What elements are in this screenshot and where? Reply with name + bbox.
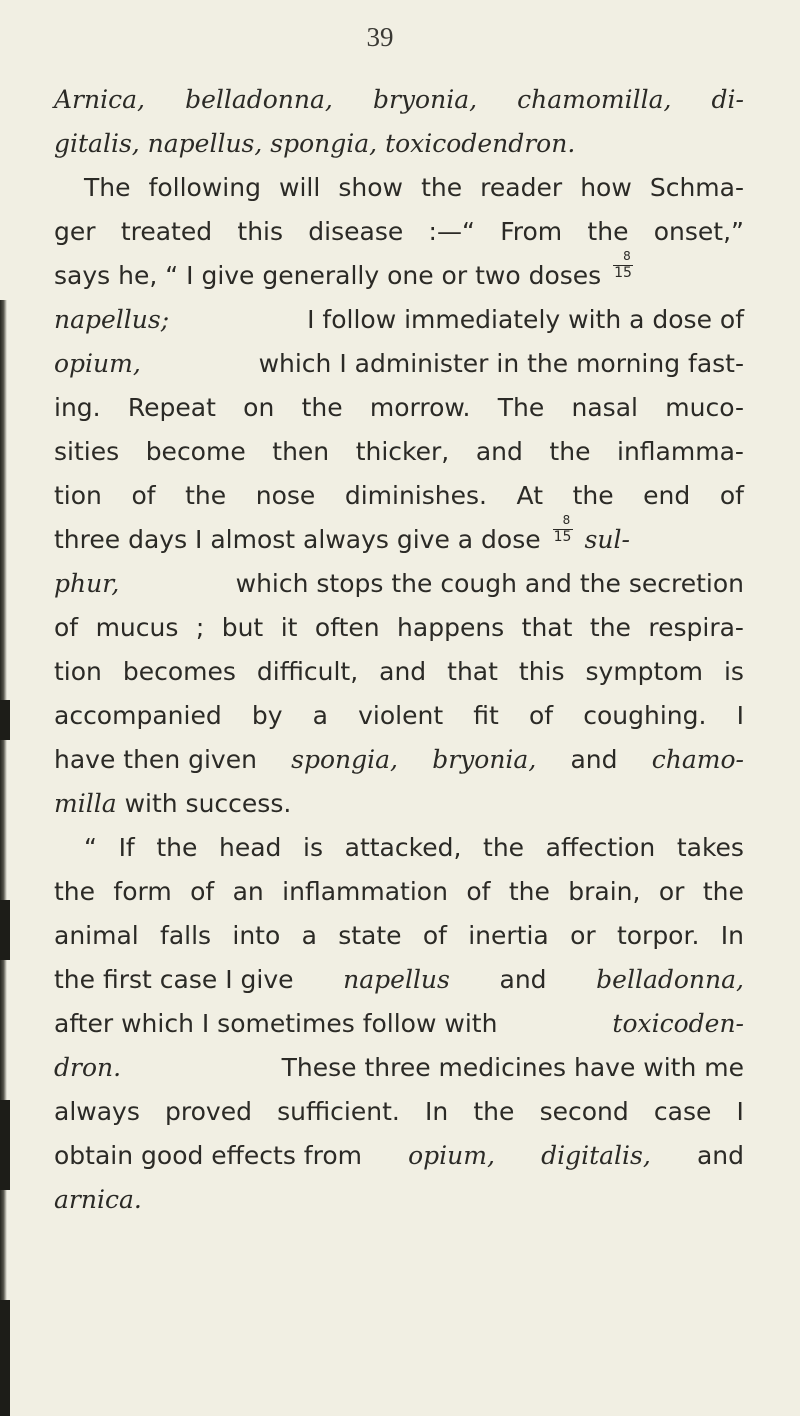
line-segment: the first case I give [54,965,294,994]
word: head [219,833,282,862]
line-segment: spongia, [291,745,398,774]
text-line [54,562,744,606]
text-line [54,430,744,474]
line-segment: toxicoden- [612,1009,744,1038]
word: the [483,833,525,862]
word: end [643,481,691,510]
word: show [338,173,403,202]
word: tion [54,481,102,510]
word: this [237,217,284,246]
text-line [54,958,744,1002]
word: respira- [648,613,744,642]
line-segment: after which I sometimes follow with [54,1009,498,1038]
fraction-denominator: 15 [614,265,632,281]
word: the [301,393,343,422]
line-segment: and [499,965,547,994]
word: will [279,173,321,202]
word: symptom [585,657,703,686]
text-line [54,474,744,518]
text-line [54,870,744,914]
word: the [702,877,744,906]
word: attacked, [344,833,462,862]
word: the [572,481,614,510]
word: and [379,657,427,686]
word: chamomilla, [517,85,672,114]
line-segment: opium, [54,349,141,378]
text-line [54,914,744,958]
word: or [570,921,596,950]
word: always [54,1097,140,1126]
line-segment: milla [54,789,117,818]
word: The [84,173,131,202]
word: proved [165,1097,252,1126]
word: and [475,437,523,466]
word: following [148,173,261,202]
text-line [54,1090,744,1134]
word: the [508,877,550,906]
page-number: 39 [366,22,394,52]
text-line: gitalis, napellus, spongia, toxicodendron. [54,129,576,158]
word: I [736,1097,744,1126]
text-line [54,826,744,870]
word: a [312,701,328,730]
word: the [185,481,227,510]
line-segment: sul- [584,525,630,554]
word: :—“ [428,217,475,246]
dose-fraction [612,249,634,286]
word: difficult, [256,657,359,686]
word: ing. [54,393,101,422]
word: the [473,1097,515,1126]
line-segment: napellus; [54,305,170,334]
text-line [54,249,744,298]
word: diminishes. [344,481,487,510]
word: of [466,877,491,906]
word: the [54,877,96,906]
spine-mark [0,1100,10,1190]
line-segment: and [570,745,618,774]
word: the [549,437,591,466]
word: coughing. [583,701,707,730]
word: thicker, [355,437,450,466]
word: of [719,481,744,510]
text-line [54,78,744,122]
word: an [232,877,264,906]
fraction-numerator: 8 [623,249,631,263]
word: falls [160,921,212,950]
text-line [54,782,744,826]
body-text [54,78,744,1222]
word: form [113,877,172,906]
word: a [301,921,317,950]
text-line [54,342,744,386]
word: of [54,613,79,642]
word: ger [54,217,96,246]
dose-fraction [552,513,574,550]
line-segment: These three medicines have with me [281,1053,744,1082]
word: animal [54,921,139,950]
line-segment: phur, [54,569,120,598]
line-segment: I follow immediately with a dose of [307,305,744,334]
word: If [118,833,135,862]
line-segment: digitalis, [541,1141,651,1170]
word: torpor. [616,921,700,950]
word: how [580,173,632,202]
line-segment: dron. [54,1053,122,1082]
text-line [54,386,744,430]
word: treated [120,217,213,246]
word: violent [358,701,444,730]
word: of [190,877,215,906]
word: then [272,437,330,466]
word: of [131,481,156,510]
word: inflamma- [617,437,744,466]
word: that [521,613,573,642]
word: bryonia, [372,85,478,114]
word: Arnica, [54,85,145,114]
text-line [54,298,744,342]
word: nose [255,481,316,510]
word: on [243,393,275,422]
word: At [516,481,543,510]
word: case [653,1097,712,1126]
text-line [54,650,744,694]
line-segment: says he, “ I give generally one or two doses [54,261,602,290]
word: of [528,701,554,730]
word: takes [676,833,744,862]
word: morrow. [369,393,471,422]
line-segment: napellus [343,965,450,994]
word: onset,” [653,217,744,246]
word: state [338,921,402,950]
text-line [54,513,744,562]
word: nasal [571,393,638,422]
word: disease [308,217,404,246]
text-line [54,1134,744,1178]
text-line: arnica. [54,1185,142,1214]
word: sufficient. [277,1097,400,1126]
word: In [425,1097,449,1126]
line-segment: opium, [408,1141,495,1170]
spine-mark [0,700,10,740]
word: The [497,393,545,422]
text-line [54,210,744,254]
text-line [54,166,744,210]
text-line [54,1046,744,1090]
book-spine-shadow [0,300,7,1416]
word: into [232,921,281,950]
text-line [54,694,744,738]
word: brain, [568,877,641,906]
line-segment: which stops the cough and the secretion [235,569,744,598]
word: happens [397,613,505,642]
word: second [539,1097,629,1126]
word: that [447,657,498,686]
word: di- [711,85,744,114]
line-segment: bryonia, [432,745,537,774]
word: the [589,613,631,642]
word: this [518,657,565,686]
word: inflammation [282,877,448,906]
text-line [54,1002,744,1046]
line-segment: obtain good effects from [54,1141,362,1170]
spine-mark [0,1300,10,1416]
line-segment: belladonna, [596,965,744,994]
word: Repeat [127,393,216,422]
word: the [587,217,629,246]
word: reader [480,173,563,202]
word: affection [545,833,656,862]
word: become [145,437,246,466]
line-segment: and [696,1141,744,1170]
line-segment: which I administer in the morning fast- [258,349,744,378]
word: I [736,701,744,730]
line-segment: have then given [54,745,257,774]
word: mucus [95,613,179,642]
word: “ [84,833,97,862]
line-segment: with success. [124,789,292,818]
word: becomes [122,657,236,686]
text-line [54,606,744,650]
word: ; [195,613,205,642]
word: inertia [468,921,549,950]
line-segment: chamo- [651,745,744,774]
word: is [303,833,324,862]
word: is [723,657,744,686]
word: Schma- [649,173,744,202]
word: but [221,613,264,642]
word: the [421,173,463,202]
fraction-numerator: 8 [562,513,571,527]
word: it [280,613,298,642]
text-line [54,738,744,782]
word: sities [54,437,120,466]
word: muco- [665,393,744,422]
word: In [720,921,744,950]
word: fit [473,701,499,730]
line-segment: three days I almost always give a dose [54,525,541,554]
fraction-denominator: 15 [553,529,572,545]
word: by [251,701,283,730]
word: or [658,877,685,906]
word: the [156,833,198,862]
word: belladonna, [185,85,333,114]
word: of [422,921,447,950]
word: tion [54,657,102,686]
word: often [314,613,380,642]
word: accompanied [54,701,222,730]
word: From [500,217,563,246]
spine-mark [0,900,10,960]
